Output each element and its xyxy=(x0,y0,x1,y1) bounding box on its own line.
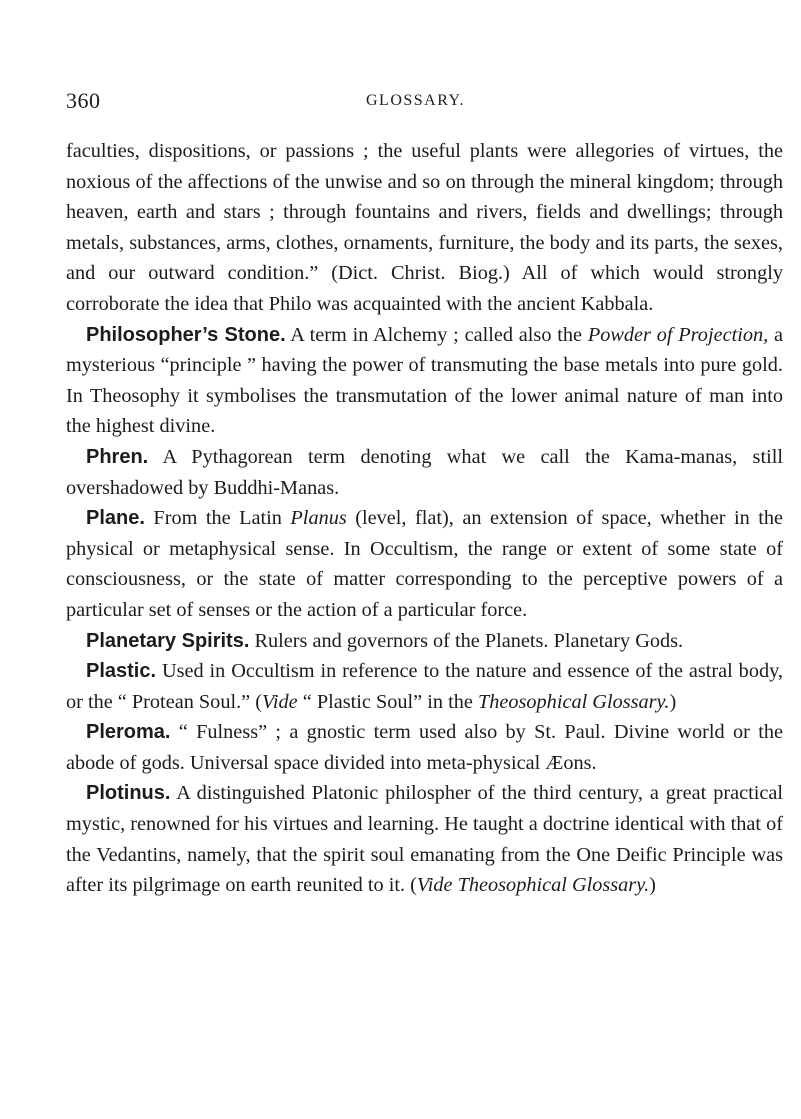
entry-philosophers-stone xyxy=(66,320,783,442)
entry-text: A term in Alchemy ; called also the xyxy=(285,323,588,346)
entry-term: Phren. xyxy=(86,445,149,468)
entry-text: ) xyxy=(649,874,656,897)
entry-planetary-spirits xyxy=(66,626,783,657)
entry-text: (level, flat), an extension of space, whether in the physical or metaphysical sense. In Occultism, the range or extent of some state of consciousness, or the state of matter corresponding to the perceptive powers of a particular set of senses or the action of a particular force. xyxy=(66,507,784,621)
entry-italic: Powder of Projection, xyxy=(587,323,769,346)
running-title: GLOSSARY. xyxy=(366,92,466,109)
entry-italic: Vide xyxy=(262,690,298,713)
entry-term: Plane. xyxy=(86,507,145,530)
entry-italic: Planus xyxy=(290,507,347,530)
entry-term: Planetary Spirits. xyxy=(86,629,250,652)
entry-text: “ Plastic Soul” in the xyxy=(297,690,478,713)
page-header xyxy=(66,88,783,118)
entry-plastic xyxy=(66,656,783,717)
continued-paragraph xyxy=(66,136,783,320)
entry-term: Philosopher’s Stone. xyxy=(86,323,286,346)
entry-text: ) xyxy=(669,690,677,713)
entry-text: Used in Occultism in reference to the nature and essence of the astral body, or the “ Protean Soul.” ( xyxy=(66,660,783,713)
entry-pleroma xyxy=(66,717,783,778)
entry-text: “ Fulness” ; a gnostic term used also by St. Paul. Divine world or the abode of gods. Universal space divided into meta-physical Æons. xyxy=(66,721,783,774)
entry-italic: Vide Theosophical Glossary. xyxy=(416,874,650,897)
entry-text: From the Latin xyxy=(144,507,291,530)
entry-italic: Theosophical Glossary. xyxy=(477,690,670,713)
entry-term: Pleroma. xyxy=(86,721,171,744)
entry-phren xyxy=(66,442,783,503)
entry-term: Plotinus. xyxy=(86,782,171,805)
glossary-body xyxy=(66,136,783,901)
entry-text: Rulers and governors of the Planets. Planetary Gods. xyxy=(249,629,684,652)
entry-plotinus xyxy=(66,778,783,900)
intro-text: faculties, dispositions, or passions ; the useful plants were allegories of virtues, the noxious of the affections of the unwise and so on through the mineral kingdom; through heaven, earth and stars ; through fountains and rivers, fields and dwellings; through metals, substances, arms, clothes, ornaments, furniture, the body and its parts, the sexes, and our outward condition.” (Dict. Christ. Biog.) All of which would strongly corroborate the idea that Philo was acquainted with the ancient Kabbala. xyxy=(66,140,783,315)
entry-text: A distinguished Platonic philospher of the third century, a great practical mystic, renowned for his virtues and learning. He taught a doctrine identical with that of the Vedantins, namely, that the spirit soul emanating from the One Deific Principle was after its pilgrimage on earth reunited to it. ( xyxy=(66,782,783,897)
entry-plane xyxy=(66,503,783,625)
entry-text: A Pythagorean term denoting what we call the Kama-manas, still overshadowed by Buddhi-Manas. xyxy=(66,445,783,499)
entry-text: a mysterious “principle ” having the power of transmuting the base metals into pure gold. In Theosophy it symbolises the transmutation of the lower animal nature of man into the highest divine. xyxy=(66,323,784,438)
entry-term: Plastic. xyxy=(86,660,157,683)
page-number: 360 xyxy=(66,88,101,113)
